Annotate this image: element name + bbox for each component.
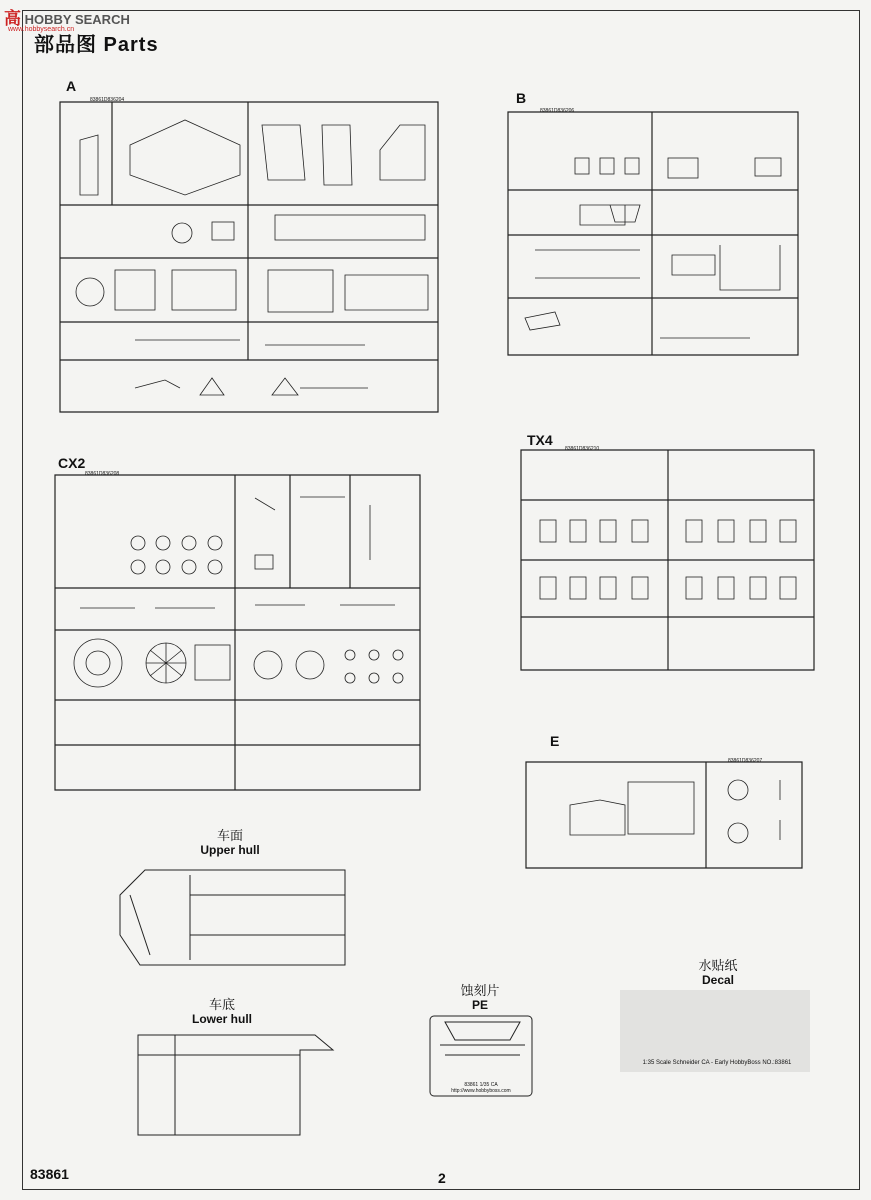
sprue-a [60, 102, 438, 412]
page-number: 2 [438, 1170, 446, 1186]
upper-hull [120, 870, 345, 965]
watermark-logo: 高 [4, 9, 21, 28]
sprue-tx4 [521, 450, 814, 670]
sprue-b-code: 83861D836206 [540, 108, 575, 114]
pe-sheet-code [430, 1082, 532, 1094]
pe-scale: 1/35 [479, 1082, 490, 1088]
sprue-a-label: A [66, 78, 77, 94]
decal-caption [678, 958, 758, 988]
decal-en: Decal [701, 973, 735, 987]
lower-hull [138, 1035, 333, 1135]
sprue-cx2-code: 83861D836208 [85, 471, 120, 477]
lower-hull-en: Lower hull [192, 1012, 252, 1026]
sprue-e [526, 762, 802, 868]
sprue-a-code: 83861D836204 [90, 97, 125, 103]
pe-name: CA [490, 1082, 498, 1088]
lower-hull-caption [182, 997, 262, 1027]
sprue-tx4-code: 83861D836210 [565, 446, 600, 452]
watermark-brand: HOBBY SEARCH [24, 12, 130, 27]
upper-hull-cn: 车面 [216, 828, 243, 843]
sprue-b [508, 112, 798, 355]
page-title: 部品图 Parts [34, 34, 159, 56]
decal-line: 1:35 Scale Schneider CA - Early HobbyBoss NO.:83861 [642, 1060, 792, 1066]
sprue-cx2-label: CX2 [58, 455, 86, 471]
sprue-cx2 [55, 475, 420, 790]
sprue-b-label: B [516, 90, 527, 106]
upper-hull-en: Upper hull [200, 843, 260, 857]
sprue-e-label: E [550, 733, 560, 749]
product-code: 83861 [30, 1166, 69, 1182]
sprue-tx4-label: TX4 [527, 432, 553, 448]
lower-hull-cn: 车底 [208, 997, 235, 1012]
decal-cn: 水贴纸 [698, 958, 738, 973]
pe-code: 83861 [464, 1082, 479, 1088]
watermark-url: www.hobbysearch.cn [8, 26, 75, 33]
pe-caption [440, 983, 520, 1013]
pe-cn: 蚀刻片 [460, 983, 500, 998]
pe-en: PE [471, 998, 488, 1012]
sprue-e-code: 83861D836207 [728, 758, 763, 764]
upper-hull-caption [190, 828, 270, 858]
pe-url: http://www.hobbyboss.com [451, 1088, 511, 1094]
